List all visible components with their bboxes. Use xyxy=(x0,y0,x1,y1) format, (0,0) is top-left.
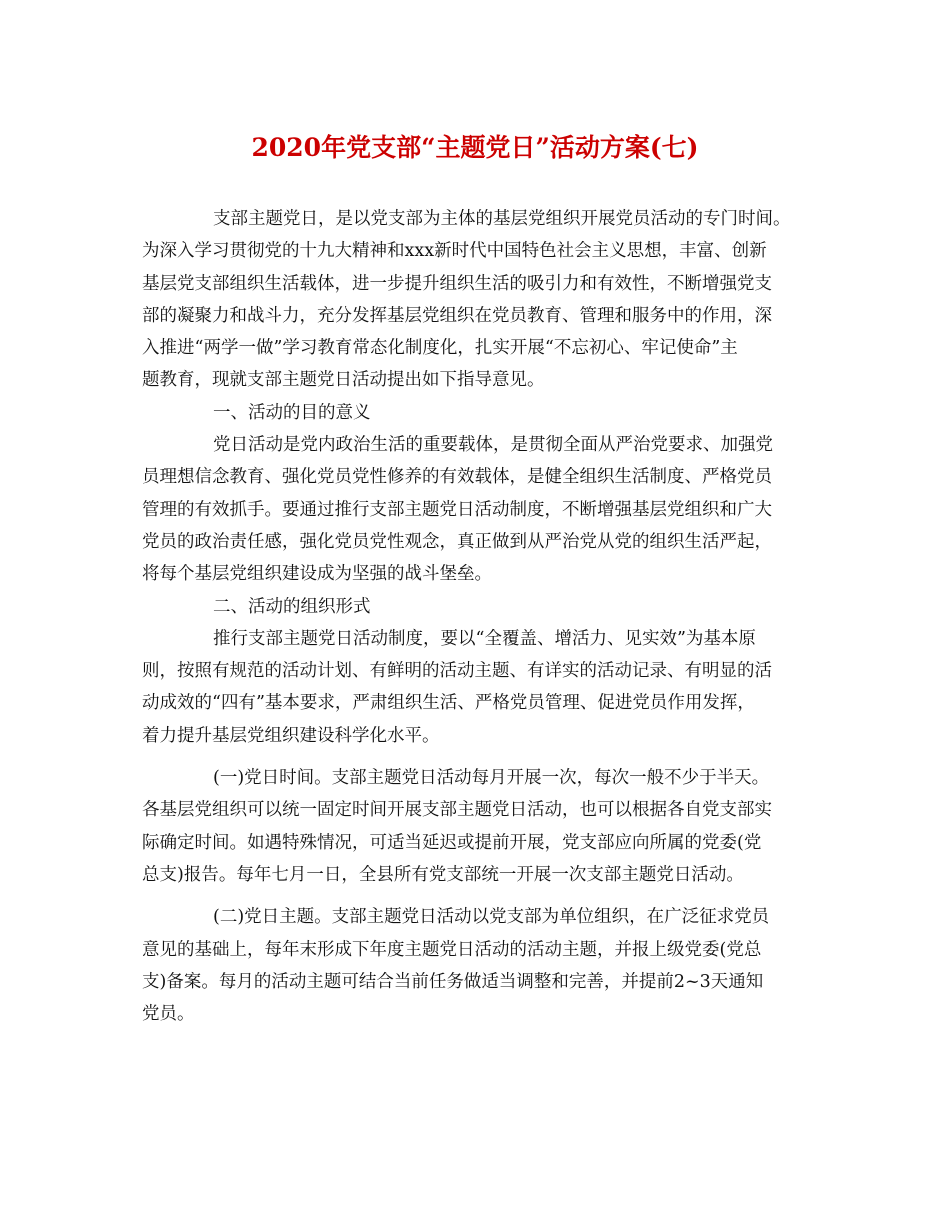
text-line: 支)备案。每月的活动主题可结合当前任务做适当调整和完善，并提前2~3天通知 xyxy=(142,971,764,992)
text-line: 支部主题党日，是以党支部为主体的基层党组织开展党员活动的专门时间。 xyxy=(213,209,791,229)
text-line: 总支)报告。每年七月一日，全县所有党支部统一开展一次支部主题党日活动。 xyxy=(142,864,744,885)
text-line: (一)党日时间。支部主题党日活动每月开展一次，每次一般不少于半天。 xyxy=(213,768,770,789)
text-line: (二)党日主题。支部主题党日活动以党支部为单位组织，在广泛征求党员 xyxy=(213,907,770,928)
text-line: 二、活动的组织形式 xyxy=(213,596,371,617)
text-line: 一、活动的目的意义 xyxy=(213,402,371,423)
text-line: 动成效的“四有”基本要求，严肃组织生活、严格党员管理、促进党员作用发挥， xyxy=(142,693,755,714)
text-line: 管理的有效抓手。要通过推行支部主题党日活动制度，不断增强基层党组织和广大 xyxy=(142,499,772,520)
document-body xyxy=(142,203,822,1030)
text-line: 推行支部主题党日活动制度，要以“全覆盖、增活力、见实效”为基本原 xyxy=(213,628,756,649)
text-line: 着力提升基层党组织建设科学化水平。 xyxy=(142,725,440,746)
text-line: 部的凝聚力和战斗力，充分发挥基层党组织在党员教育、管理和服务中的作用，深 xyxy=(142,305,772,326)
text-line: 际确定时间。如遇特殊情况，可适当延迟或提前开展，党支部应向所属的党委(党 xyxy=(142,832,762,853)
paragraph-gap xyxy=(142,891,822,901)
text-line: 则，按照有规范的活动计划、有鲜明的活动主题、有详实的活动记录、有明显的活 xyxy=(142,661,772,682)
page-title: 2020年党支部“主题党日”活动方案(七) xyxy=(251,133,699,162)
text-line: 员理想信念教育、强化党员党性修养的有效载体，是健全组织生活制度、严格党员 xyxy=(142,467,772,488)
text-line: 将每个基层党组织建设成为坚强的战斗堡垒。 xyxy=(142,564,492,585)
text-line: 为深入学习贯彻党的十九大精神和xxx新时代中国特色社会主义思想，丰富、创新 xyxy=(142,241,767,262)
text-line: 党员。 xyxy=(142,1004,195,1025)
text-line: 题教育，现就支部主题党日活动提出如下指导意见。 xyxy=(142,370,545,391)
text-line: 各基层党组织可以统一固定时间开展支部主题党日活动，也可以根据各自党支部实 xyxy=(142,800,772,821)
text-line: 党日活动是党内政治生活的重要载体，是贯彻全面从严治党要求、加强党 xyxy=(213,435,773,456)
text-line: 入推进“两学一做”学习教育常态化制度化，扎实开展“不忘初心、牢记使命”主 xyxy=(142,338,738,359)
paragraph-gap xyxy=(142,752,822,762)
text-line: 基层党支部组织生活载体，进一步提升组织生活的吸引力和有效性，不断增强党支 xyxy=(142,273,772,294)
text-line: 意见的基础上，每年末形成下年度主题党日活动的活动主题，并报上级党委(党总 xyxy=(142,939,762,960)
text-line: 党员的政治责任感，强化党员党性观念，真正做到从严治党从党的组织生活严起， xyxy=(142,531,772,552)
